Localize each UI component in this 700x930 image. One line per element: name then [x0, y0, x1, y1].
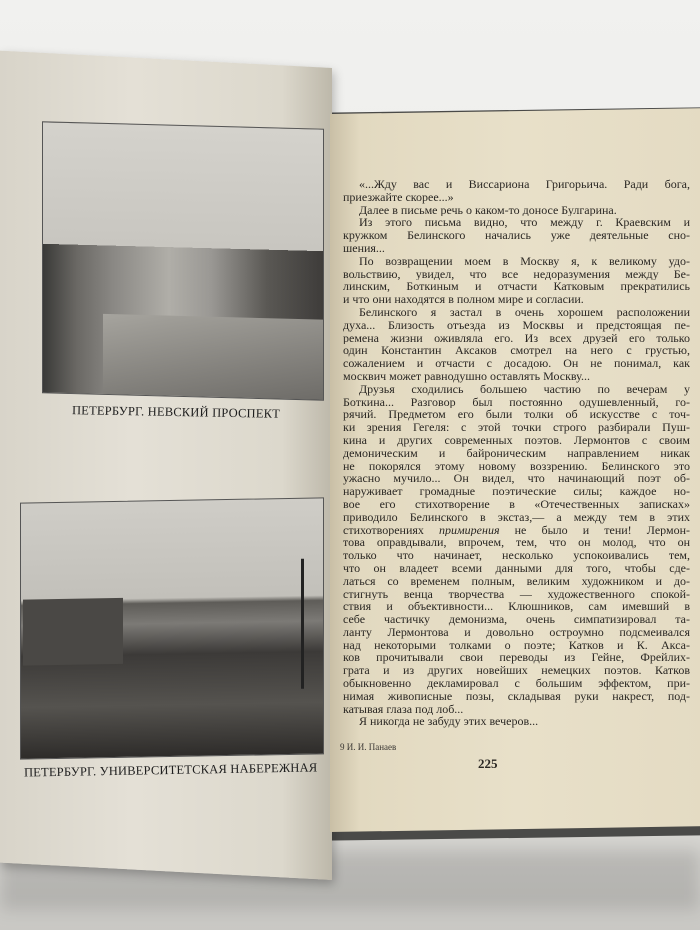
ship-mast-illustration: [301, 559, 304, 689]
text-line: москвич может равнодушно оставлять Москву...: [343, 369, 590, 383]
text-line: ужасно мучило... Он видел, что начинающий поэт об-: [343, 472, 690, 486]
text-line: кина и других современных поэтов. Лермонтов с своим: [343, 433, 690, 447]
text-line: приезжайте скорее...»: [343, 190, 454, 204]
text-line: демоническим и байроническим направлением никак: [343, 446, 690, 460]
text-line: стигнуть венца творчества — художественного спокой-: [343, 587, 690, 601]
building-illustration: [23, 598, 123, 666]
text-line: катывая глаза под лоб...: [343, 702, 464, 716]
text-line: шения...: [343, 241, 385, 255]
text-line: что он владеет всеми данными для того, чтобы сде-: [343, 561, 690, 575]
text-line: Белинского я застал в очень хорошем расположении: [359, 305, 690, 319]
text-line: вольствию, увидел, что все недоразумения между Бе-: [343, 267, 690, 281]
text-line: Я никогда не забуду этих вечеров...: [359, 715, 539, 729]
text-line: грата и из других новейших немецких поэтов. Катков: [343, 664, 690, 678]
body-text: [343, 178, 690, 728]
text-line: ланту Лермонтова и довольно остроумно подсмеивался: [343, 625, 690, 639]
engraving-nevsky-prospekt: [42, 121, 324, 400]
engraving-university-embankment: [20, 497, 324, 759]
text-line: один Константин Аксаков смотрел на него с грустью,: [343, 344, 690, 358]
text-line: наруживает громадные поэтические силы; каждое но-: [343, 485, 690, 498]
text-line: себе частичку демонизма, очень симпатизировал та-: [343, 613, 690, 626]
text-line: нимая живописные позы, складывая руки накрест, под-: [343, 689, 690, 703]
text-line: ствия и объективности... Клюшников, сам имевший в: [343, 600, 690, 614]
text-line: вое его стихотворение в «Отечественных записках»: [343, 497, 690, 511]
footer-signature: 9 И. И. Панаев: [340, 742, 397, 752]
page-number: 225: [478, 756, 498, 771]
text-line: не покорялся этому новому воззрению. Белинского это: [343, 459, 690, 473]
text-line: над некоторыми толками о поэте; Катков и К. Акса-: [343, 638, 690, 652]
text-line: линским, Боткиным и отчасти Катковым прекратились: [343, 280, 690, 294]
caption-nevsky: ПЕТЕРБУРГ. НЕВСКИЙ ПРОСПЕКТ: [71, 403, 281, 421]
text-line: латься со временем полным, великим художником и до-: [343, 574, 690, 588]
text-line: кружком Белинского начались уже деятельные сно-: [343, 229, 690, 242]
text-line: только что начинает, несколько успокоивались тем,: [343, 549, 690, 562]
text-line: Друзья сходились большею частию по вечерам у: [359, 382, 690, 396]
text-line: Далее в письме речь о каком-то доносе Булгарина.: [359, 203, 617, 217]
text-line: Из этого письма видно, что между г. Краевским и: [359, 216, 690, 230]
text-line: и что они находятся в полном мире и согласии.: [343, 293, 584, 306]
text-line: сожалением и отчасти с досадою. Он не понимал, как: [343, 357, 690, 370]
text-line: ков прочитывали свои переводы из Гейне, Фрейлих-: [343, 651, 690, 665]
text-line: приводило Белинского в экстаз,— а между тем в этих: [343, 510, 690, 524]
italic-word: примирения: [439, 523, 500, 537]
text-line: това оправдывали, впрочем, тем, что он молод, что он: [343, 536, 690, 550]
text-line: ремена жизни оживляла его. Из всех друзей его только: [343, 331, 690, 345]
text-line: стихотворениях примирения не было и тени! Лермон-: [343, 523, 690, 537]
text-line: духа... Близость отъезда из Москвы и предстоящая пе-: [343, 318, 690, 332]
text-line: По возвращении моем в Москву я, к великому удо-: [359, 254, 690, 268]
text-line: ки зрения Гегеля: с этой точки строго разбирали Пуш-: [343, 421, 690, 434]
street-illustration: [103, 314, 323, 400]
caption-embankment: ПЕТЕРБУРГ. УНИВЕРСИТЕТСКАЯ НАБЕРЕЖНАЯ: [23, 760, 318, 780]
text-line: обыкновенно декламировал с большим эффектом, при-: [343, 677, 690, 690]
text-line: Боткина... Разговор был постоянно одушевленный, го-: [343, 395, 690, 409]
text-line: «...Жду вас и Виссариона Григорьича. Ради бога,: [359, 178, 690, 191]
text-line: рячий. Предметом его были толки об искусстве с точ-: [343, 408, 690, 422]
